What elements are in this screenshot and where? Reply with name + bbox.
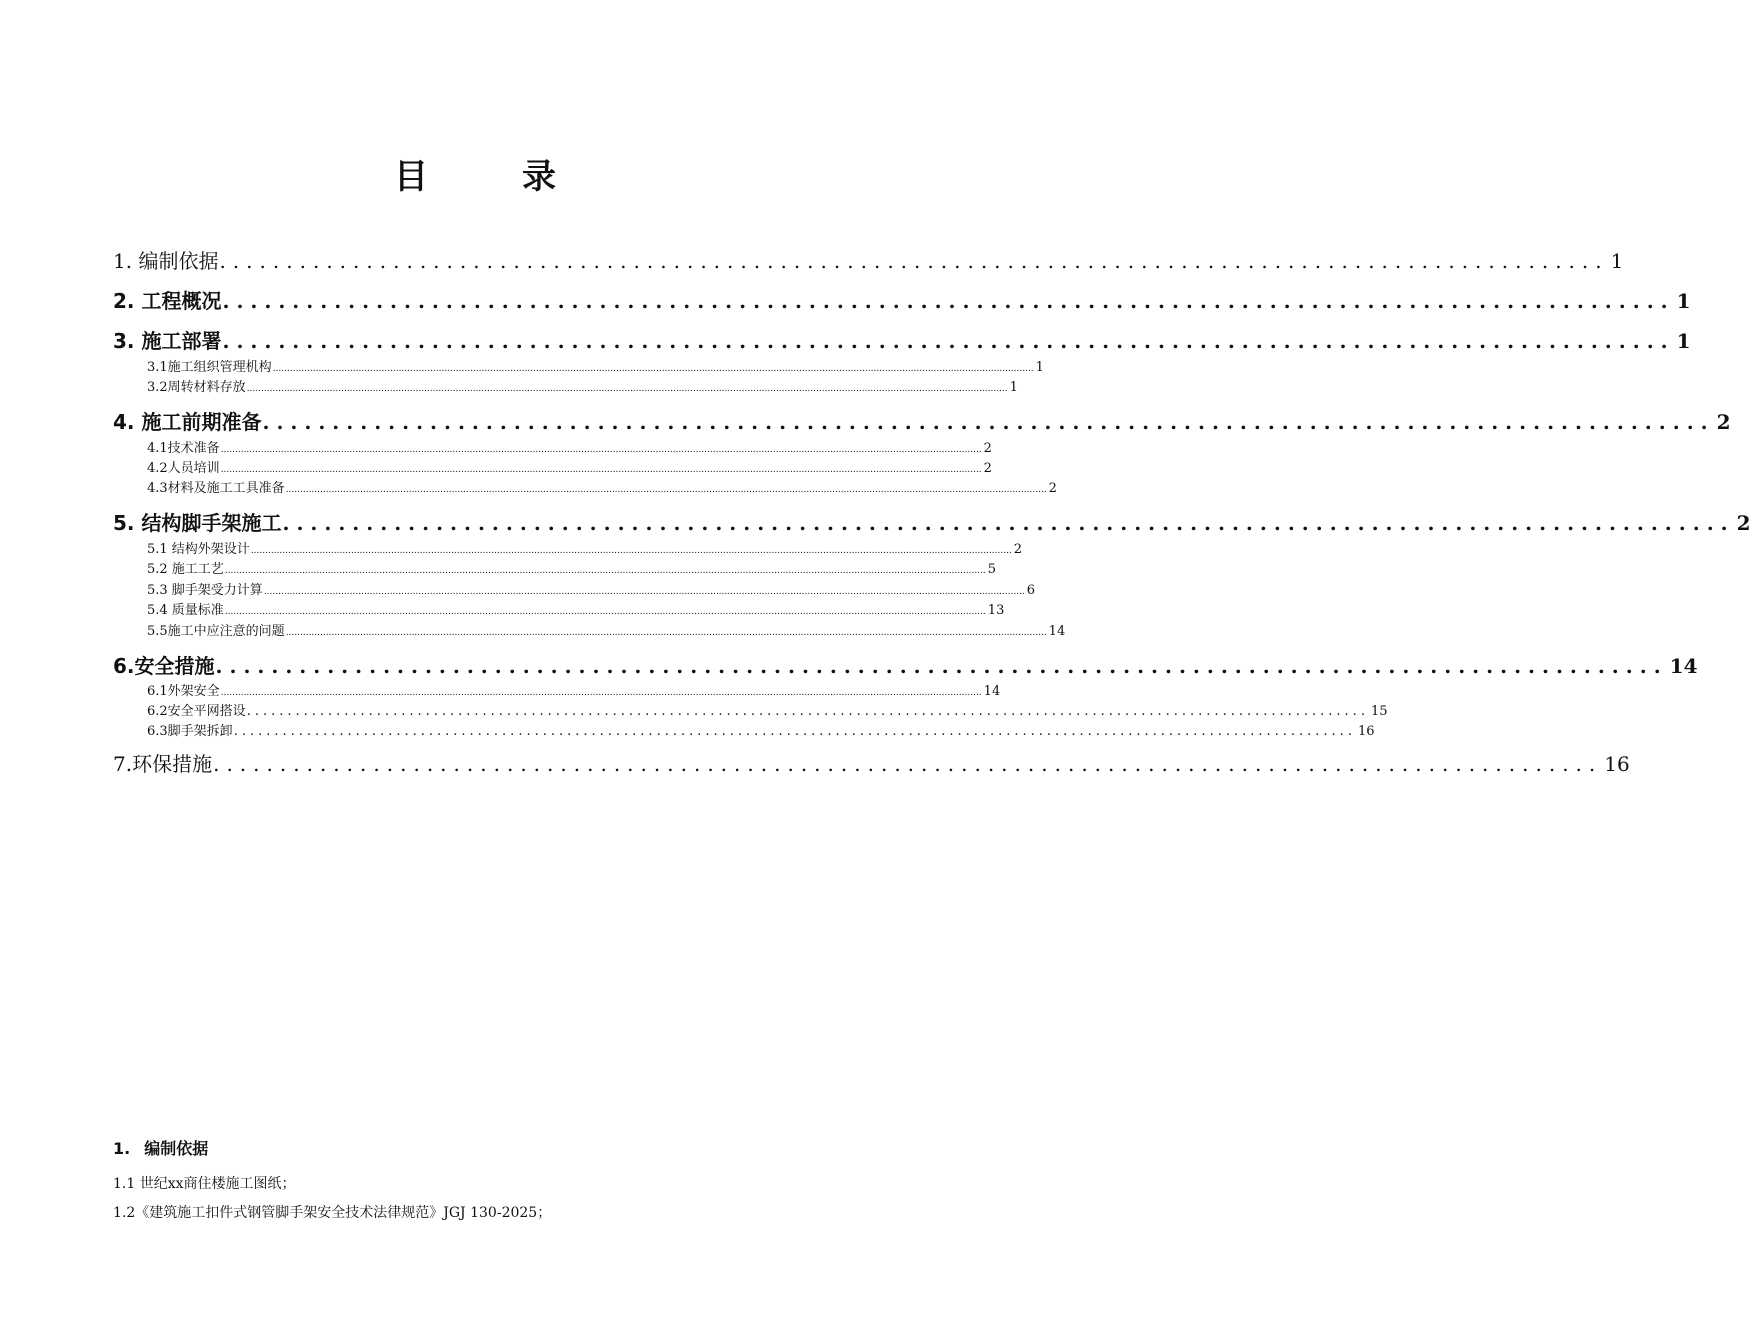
toc-leader: ........................................................................................................ [282,511,1735,535]
toc-page-number: 14 [1048,624,1066,639]
toc-subentry[interactable] [147,579,1036,598]
toc-subentry[interactable] [147,356,1044,375]
toc-page-number: 1 [1035,360,1044,375]
toc-leader: .......................................................................................................................................... [246,704,1369,719]
toc-subentry[interactable] [147,477,1057,496]
toc-page-number: 14 [1669,654,1698,678]
toc-leader: ........................................................................................................ [222,329,1675,353]
toc-entry-label: 3.1施工组织管理机构 [147,360,272,375]
toc-entry-label: 1. 编制依据 [113,249,219,273]
toc-entry-label: 4.3材料及施工工具准备 [147,481,285,496]
toc-entry-label: 5.5施工中应注意的问题 [147,624,285,639]
toc-leader: .......................................................................................................................................................................................................................................................................... [224,607,986,617]
section-basis [113,1138,853,1232]
toc-entry[interactable] [113,325,1691,353]
toc-subentry[interactable] [147,376,1018,395]
toc-entry-label: 4.2人员培训 [147,461,220,476]
toc-page-number: 5 [987,562,997,577]
toc-leader: .......................................................................................................................................................................................................................................................................... [263,587,1025,597]
toc-entry[interactable] [113,748,1630,776]
toc-entry-label: 5. 结构脚手架施工 [113,511,282,535]
section-title: 编制依据 [144,1139,209,1158]
toc-entry-label: 5.3 脚手架受力计算 [147,583,263,598]
toc-page-number: 2 [1736,511,1751,535]
toc-entry-label: 6.3脚手架拆卸 [147,724,233,739]
toc-subentry[interactable] [147,538,1023,557]
toc-subentry[interactable] [147,700,1388,719]
toc-leader: .......................................................................................................................................................................................................................................................................... [272,364,1034,374]
toc-entry[interactable] [113,507,1751,535]
toc-entry-label: 6.安全措施 [113,654,215,678]
toc-subentry[interactable] [147,620,1066,639]
basis-item: 1.2《建筑施工扣件式钢管脚手架安全技术法律规范》JGJ 130-2025； [113,1205,552,1221]
toc-leader: ........................................................................................................ [262,410,1715,434]
toc-subentry[interactable] [147,680,1001,699]
toc-page-number: 2 [1013,542,1023,557]
toc-leader: ........................................................................................................ [213,752,1603,776]
toc-subentry[interactable] [147,457,992,476]
toc-page-number: 2 [983,441,992,456]
toc-leader: ........................................................................................................ [215,654,1668,678]
toc-subentry[interactable] [147,599,1005,618]
toc-leader: .......................................................................................................................................................................................................................................................................... [285,628,1047,638]
toc-entry-label: 7.环保措施 [113,752,213,776]
toc-leader: .......................................................................................................................................................................................................................................................................... [220,465,982,475]
toc-entry-label: 2. 工程概况 [113,289,222,313]
toc-subentry[interactable] [147,720,1375,739]
toc-page-number: 14 [983,684,1001,699]
toc-entry-label: 3. 施工部署 [113,329,222,353]
toc-leader: .......................................................................................................................................................................................................................................................................... [220,688,982,698]
toc-entry-label: 5.2 施工工艺 [147,562,224,577]
toc-entry[interactable] [113,245,1624,273]
toc-leader: .......................................................................................................................................... [233,724,1356,739]
toc-entry-label: 5.1 结构外架设计 [147,542,250,557]
toc-leader: .......................................................................................................................................................................................................................................................................... [220,445,982,455]
toc-leader: .......................................................................................................................................................................................................................................................................... [224,566,986,576]
toc-leader: .......................................................................................................................................................................................................................................................................... [285,485,1047,495]
toc-entry-label: 4. 施工前期准备 [113,410,262,434]
toc-page-number: 6 [1026,583,1036,598]
toc-leader: .......................................................................................................................................................................................................................................................................... [246,384,1008,394]
toc-page-number: 1 [1009,380,1018,395]
toc-subentry[interactable] [147,558,997,577]
toc-entry[interactable] [113,406,1731,434]
toc-entry[interactable] [113,285,1691,313]
toc-entry[interactable] [113,650,1698,678]
toc-entry-label: 3.2周转材料存放 [147,380,246,395]
basis-item: 1.1 世纪xx商住楼施工图纸； [113,1176,296,1192]
page-title: 目 录 [394,157,586,197]
toc-leader: ........................................................................................................ [219,249,1609,273]
toc-leader: .......................................................................................................................................................................................................................................................................... [250,546,1012,556]
toc-page-number: 15 [1370,704,1388,719]
toc-entry-label: 5.4 质量标准 [147,603,224,618]
toc-page-number: 2 [983,461,992,476]
toc-page-number: 13 [987,603,1005,618]
toc-entry-label: 6.2安全平网搭设 [147,704,246,719]
toc-leader: ........................................................................................................ [222,289,1675,313]
toc-entry-label: 6.1外架安全 [147,684,220,699]
toc-page-number: 1 [1676,289,1691,313]
toc-subentry[interactable] [147,437,992,456]
toc-page-number: 1 [1676,329,1691,353]
section-number: 1. [113,1139,131,1158]
section-heading [113,1138,853,1160]
toc-page-number: 1 [1610,249,1624,273]
toc-page-number: 16 [1357,724,1375,739]
toc-page-number: 16 [1604,752,1630,776]
toc-page-number: 2 [1716,410,1731,434]
toc-entry-label: 4.1技术准备 [147,441,220,456]
toc-page-number: 2 [1048,481,1057,496]
